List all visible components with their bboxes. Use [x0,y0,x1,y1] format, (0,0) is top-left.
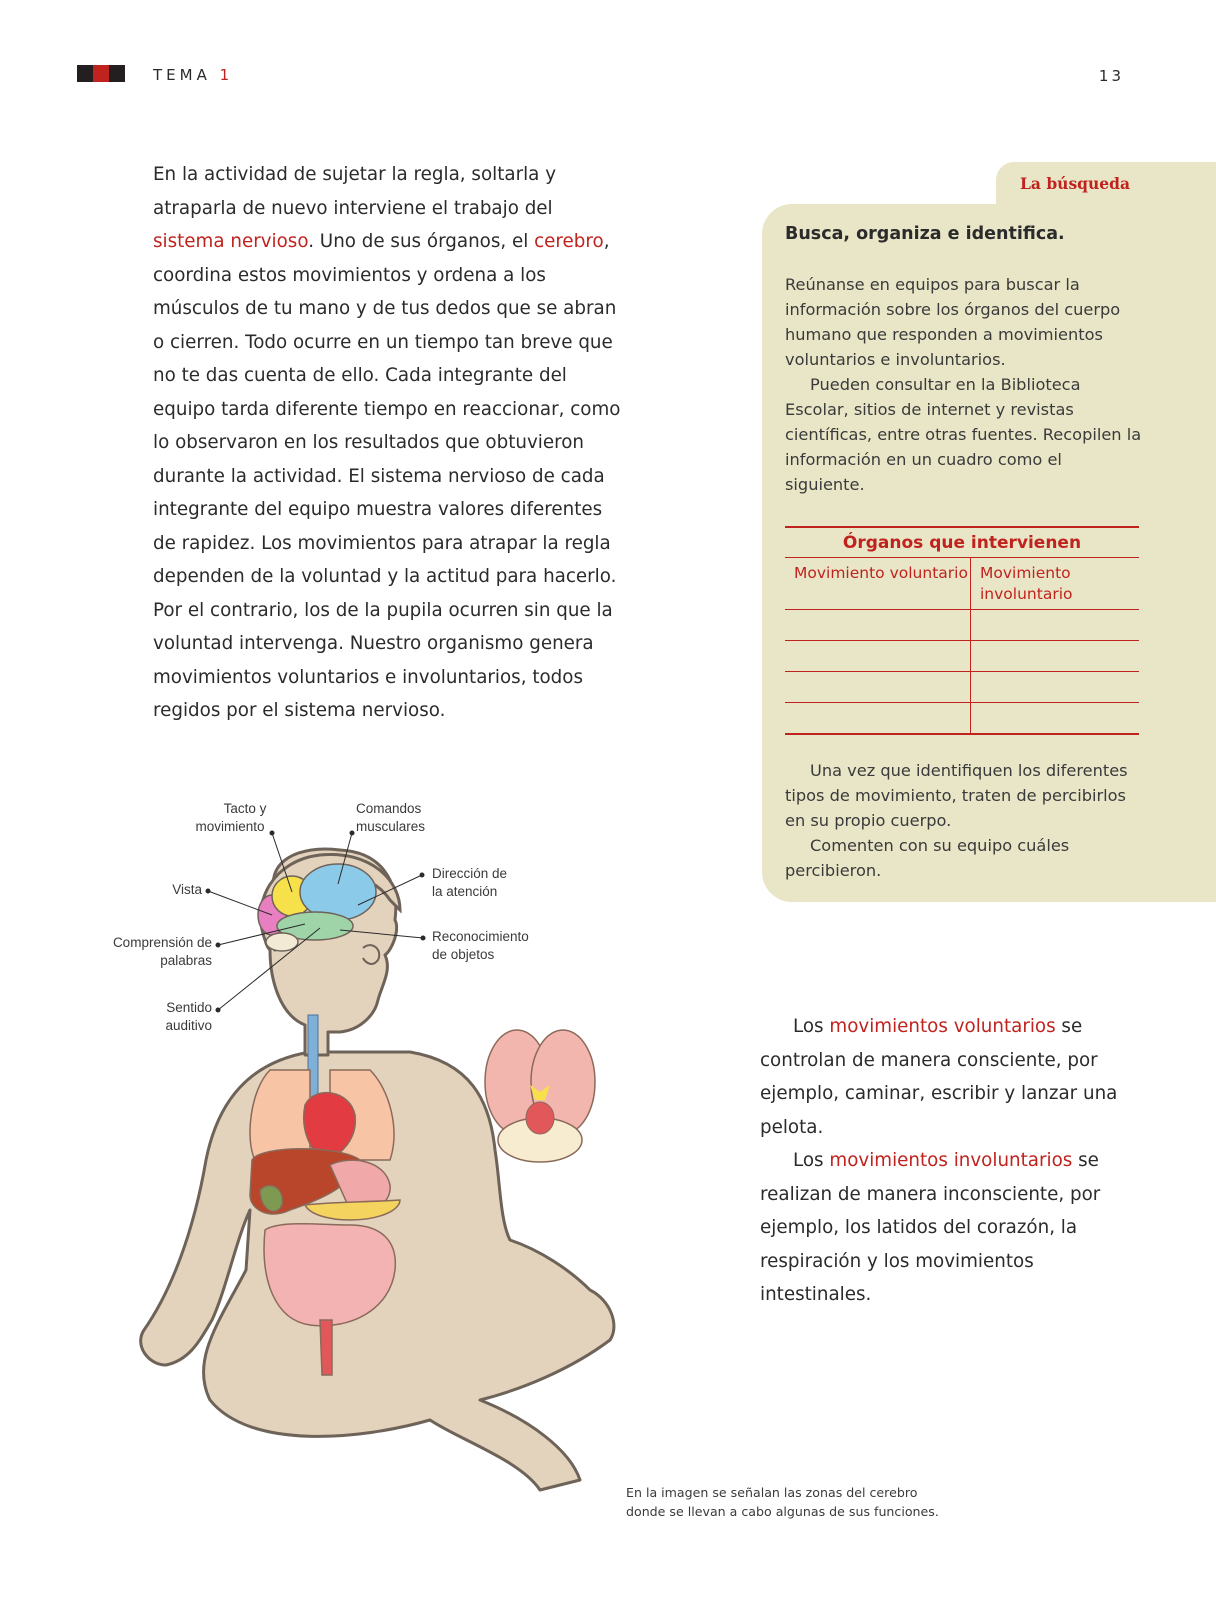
table-row [785,672,1139,703]
label-comprension-1: Comprensión de [112,935,212,950]
movements-explanation [760,1010,1140,1312]
right-p1-b: se controlan de manera consciente, por ejemplo, caminar, escribir y lanzar una pelota. [760,1016,1118,1138]
sidebar-tab-label: La búsqueda [1020,174,1131,193]
label-vista: Vista [172,882,202,897]
caption-line-2: donde se llevan a cabo algunas de sus funciones. [626,1504,939,1519]
label-comprension-2: palabras [160,953,212,968]
label-reconocimiento-1: Reconocimiento [432,929,529,944]
label-sentido-1: Sentido [166,1000,212,1015]
tema-text: TEMA [153,66,211,84]
term-sistema-nervioso: sistema nervioso [153,231,309,252]
label-tacto-2: movimiento [195,819,265,834]
label-tacto-1: Tacto y [223,801,267,816]
main-text-a: En la actividad de sujetar la regla, soltarla y atraparla de nuevo interviene el trabajo del [153,164,557,219]
caption-line-1: En la imagen se señalan las zonas del cerebro [626,1485,918,1500]
sidebar-paragraph-4 [785,833,1145,883]
figure-caption [626,1483,939,1521]
right-p2-b: se realizan de manera inconsciente, por ejemplo, los latidos del corazón, la respiración y los movimientos intestinales. [760,1150,1101,1305]
sidebar-paragraph-1: Reúnanse en equipos para buscar la información sobre los órganos del cuerpo humano que responden a movimientos voluntarios e involuntarios. [785,275,1121,369]
bar-block-1 [77,65,93,82]
brain-region-cream [266,933,298,951]
right-p1-a: Los [793,1016,830,1037]
col-header-involuntario: Movimiento involuntario [971,558,1140,610]
main-paragraph [153,158,623,728]
rectum [320,1320,332,1375]
label-reconocimiento-2: de objetos [432,947,495,962]
page-number: 13 [1098,67,1124,85]
body-brain-illustration [100,800,660,1520]
table-caption: Órganos que intervienen [785,527,1139,558]
header-color-bar [77,65,125,82]
organos-table [785,526,1139,735]
table-row [785,641,1139,672]
label-sentido-2: auditivo [165,1018,212,1033]
sidebar-paragraph-3-text: Una vez que identifiquen los diferentes tipos de movimiento, traten de percibirlos en su propio cuerpo. [785,761,1128,830]
tema-label [153,66,233,84]
table-row [785,703,1139,735]
right-p2-a: Los [793,1150,830,1171]
main-text-b: . Uno de sus órganos, el [308,231,535,252]
table-row [785,610,1139,641]
label-comandos-2: musculares [356,819,426,834]
term-movimientos-voluntarios: movimientos voluntarios [829,1016,1056,1037]
term-movimientos-involuntarios: movimientos involuntarios [829,1150,1073,1171]
sidebar-paragraph-4-text: Comenten con su equipo cuáles percibieron. [785,836,1070,880]
label-comandos-1: Comandos [356,801,422,816]
term-cerebro: cerebro [534,231,604,252]
bar-block-2 [93,65,109,82]
sidebar-paragraph-3 [785,758,1145,833]
col-header-voluntario: Movimiento voluntario [785,558,971,610]
brain-bottom-view [485,1030,595,1162]
brainstem [526,1102,554,1134]
label-direccion-1: Dirección de [432,866,508,881]
tema-number: 1 [219,66,234,84]
label-direccion-2: la atención [432,884,498,899]
sidebar-paragraph-2 [785,372,1145,497]
sidebar-title: Busca, organiza e identifica. [785,224,1065,244]
bar-block-3 [109,65,125,82]
sidebar-paragraph-2-text: Pueden consultar en la Biblioteca Escolar, sitios de internet y revistas científicas, entre otras fuentes. Recopilen la información en un cuadro como el siguiente. [785,375,1142,494]
main-text-c: , coordina estos movimientos y ordena a los músculos de tu mano y de tus dedos que se abran o cierren. Todo ocurre en un tiempo tan breve que no te das cuenta de ello. Cada integrante del equipo tarda diferente tiempo en reaccionar, como lo observaron en los resultados que obtuvieron durante la actividad. El sistema nervioso de cada integrante del equipo muestra valores diferentes de rapidez. Los movimientos para atrapar la regla dependen de la voluntad y la actitud para hacerlo. Por el contrario, los de la pupila ocurren sin que la voluntad intervenga. Nuestro organismo genera movimientos voluntarios e involuntarios, todos regidos por el sistema nervioso. [153,231,621,721]
